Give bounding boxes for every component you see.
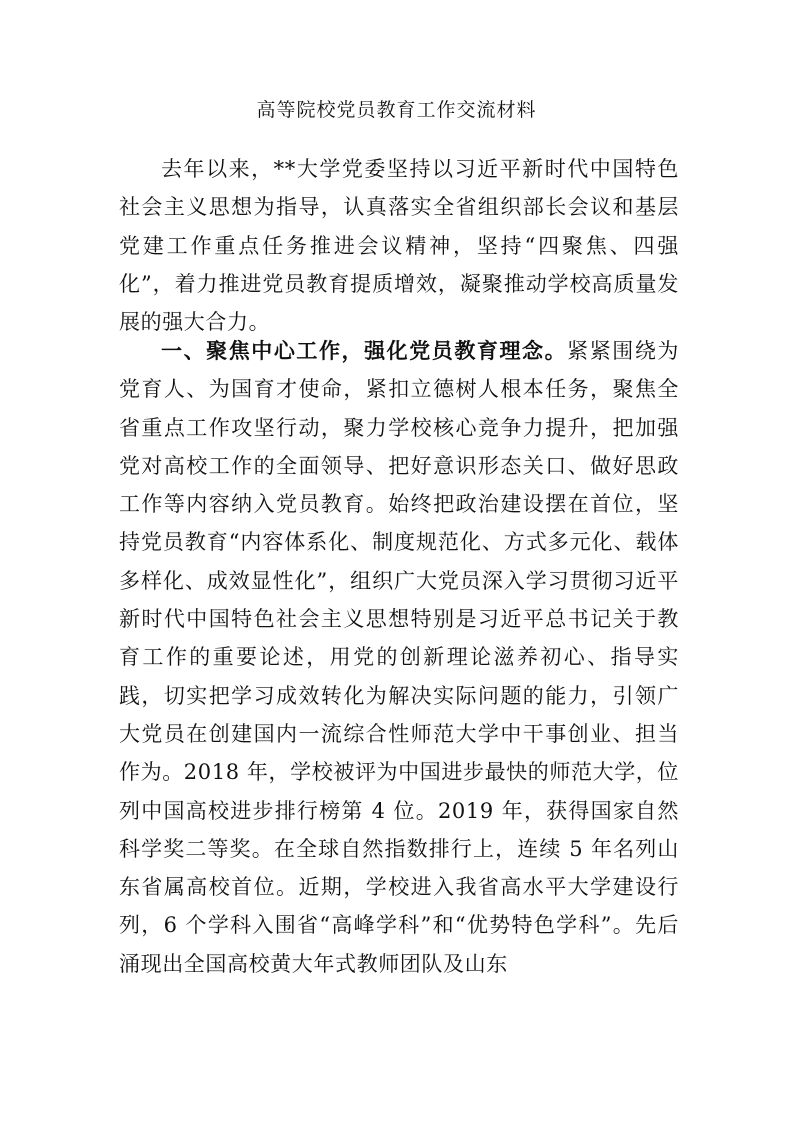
section-one-text: 紧紧围绕为党育人、为国育才使命，紧扣立德树人根本任务，聚焦全省重点工作攻坚行动，聚力学校核心竞争力提升，把加强党对高校工作的全面领导、把好意识形态关口、做好思政工作等内容纳入党员教育。始终把政治建设摆在首位，坚持党员教育“内容体系化、制度规范化、方式多元化、载体多样化、成效显性化”，组织广大党员深入学习贯彻习近平新时代中国特色社会主义思想特别是习近平总书记关于教育工作的重要论述，用党的创新理论滋养初心、指导实践，切实把学习成效转化为解决实际问题的能力，引领广大党员在创建国内一流综合性师范大学中干事创业、担当作为。2018 年，学校被评为中国进步最快的师范大学，位列中国高校进步排行榜第 4 位。2019 年，获得国家自然科学奖二等奖。在全球自然指数排行上，连续 5 年名列山东省属高校首位。近期，学校进入我省高水平大学建设行列，6 个学科入围省“高峰学科”和“优势特色学科”。先后涌现出全国高校黄大年式教师团队及山东 xyxy=(119,339,679,976)
section-one-heading: 一、聚焦中心工作，强化党员教育理念。 xyxy=(161,339,568,363)
intro-paragraph xyxy=(119,150,679,341)
section-one-paragraph xyxy=(119,332,679,983)
document-title: 高等院校党员教育工作交流材料 xyxy=(256,99,537,121)
intro-paragraph-text: 去年以来，**大学党委坚持以习近平新时代中国特色社会主义思想为指导，认真落实全省组织部长会议和基层党建工作重点任务推进会议精神，坚持“四聚焦、四强化”，着力推进党员教育提质增效，凝聚推动学校高质量发展的强大合力。 xyxy=(119,157,679,335)
